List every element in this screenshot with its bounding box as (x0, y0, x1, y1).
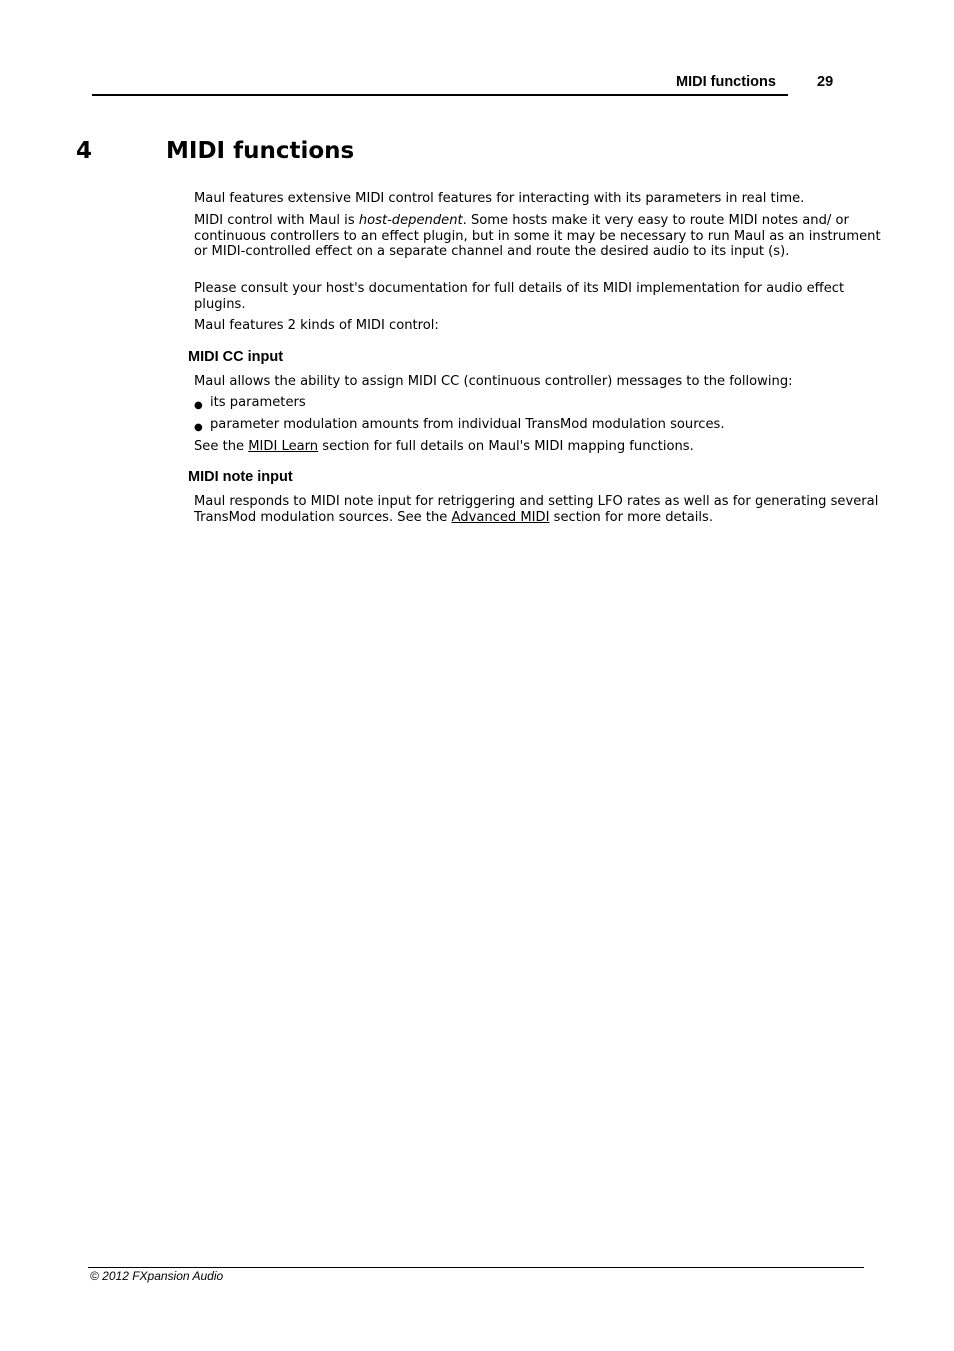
intro-p2-before: MIDI control with Maul is (194, 213, 359, 228)
chapter-title: MIDI functions (166, 138, 355, 164)
page-number: 29 (817, 74, 834, 90)
midi-note-before: Maul responds to MIDI note input for retriggering and setting LFO rates as well as for generating several TransMod modulation sources. See the (194, 494, 879, 525)
midi-cc-intro-text: Maul allows the ability to assign MIDI CC (continuous controller) messages to the following: (194, 374, 793, 389)
intro-paragraph-4 (194, 318, 882, 334)
midi-cc-bullet-1: its parameters (210, 395, 306, 410)
intro-p2-after: . Some hosts make it very easy to route MIDI notes and/ or continuous controllers to an effect plugin, but in some it may be necessary to run Maul as an instrument or MIDI-controlled effect on a separate channel and route the desired audio to its input (s). (194, 213, 881, 260)
midi-note-heading: MIDI note input (188, 469, 293, 485)
midi-cc-see-also (194, 439, 882, 455)
midi-cc-bullet-2: parameter modulation amounts from individual TransMod modulation sources. (210, 417, 725, 432)
footer-copyright: © 2012 FXpansion Audio (90, 1269, 224, 1283)
see-also-after: section for full details on Maul's MIDI mapping functions. (318, 439, 694, 454)
intro-p4-text: Maul features 2 kinds of MIDI control: (194, 318, 439, 333)
midi-cc-heading: MIDI CC input (188, 349, 284, 365)
midi-cc-intro (194, 374, 882, 390)
midi-learn-link[interactable]: MIDI Learn (248, 439, 319, 454)
intro-paragraph-3 (194, 281, 882, 312)
midi-note-paragraph (194, 494, 882, 525)
intro-p2-emphasis: host-dependent (358, 213, 463, 228)
see-also-before: See the (194, 439, 249, 454)
intro-paragraph-2 (194, 213, 882, 260)
bullet-icon: ● (194, 400, 203, 411)
intro-paragraph-1 (194, 191, 882, 207)
intro-p3-text: Please consult your host's documentation for full details of its MIDI implementation for audio effect plugins. (194, 281, 845, 312)
header-rule (92, 94, 788, 96)
footer-rule (88, 1267, 864, 1268)
running-header-section: MIDI functions (676, 74, 776, 90)
midi-note-after: section for more details. (549, 509, 713, 525)
advanced-midi-link[interactable]: Advanced MIDI (451, 509, 550, 525)
intro-p1-text: Maul features extensive MIDI control features for interacting with its parameters in real time. (194, 191, 805, 206)
chapter-number: 4 (76, 138, 93, 164)
bullet-icon: ● (194, 422, 203, 433)
